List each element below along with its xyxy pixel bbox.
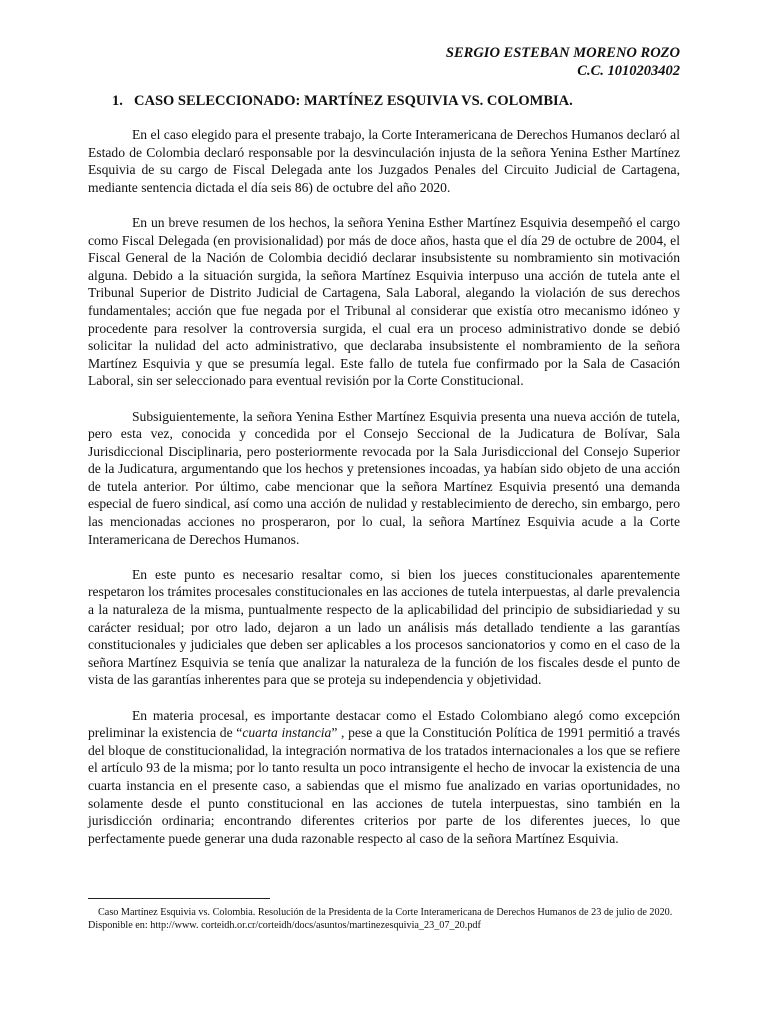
body-text [88, 126, 680, 865]
paragraph-procedural-part-a: En materia procesal, es importante destacar como el Estado Colombiano alegó como excepción preliminar la existencia de “ [88, 707, 680, 741]
author-id: C.C. 1010203402 [577, 63, 680, 79]
footnote [88, 906, 688, 932]
footnote-citation [88, 906, 688, 919]
footnote-citation-text: Caso Martínez Esquivia vs. Colombia. Resolución de la Presidenta de la Corte Interamericana de Derechos Humanos de 23 de julio de 2020. [98, 907, 673, 918]
paragraph-facts: En un breve resumen de los hechos, la señora Yenina Esther Martínez Esquivia desempeñó el cargo como Fiscal Delegada (en provisionalidad) por más de doce años, hasta que el día 29 de octubre de 2004, el Fiscal General de la Nación de Colombia decidió declarar insubsistente su nombramiento sin motivación alguna. Debido a la situación surgida, la señora Martínez Esquivia interpuso una acción de tutela ante el Tribunal Superior de Distrito Judicial de Cartagena, Sala Laboral, alegando la violación de sus derechos fundamentales; acción que fue negada por el Tribunal al considerar que existía otro mecanismo idóneo y procedente para resolver la controversia surgida, el cual era un proceso administrativo donde se debió solicitar la nulidad del acto administrativo, que declaraba insubsistente el nombramiento de la señora Martínez Esquivia y que se presumía legal. Este fallo de tutela fue confirmado por la Sala de Casación Laboral, sin ser seleccionado para eventual revisión por la Corte Constitucional. [88, 214, 680, 389]
paragraph-procedural-part-b: ” , pese a que la Constitución Política de 1991 permitió a través del bloque de constitucionalidad, la integración normativa de los tratados internacionales a los que se refiere el artículo 93 de la misma; por lo tanto resulta un poco intransigente el hecho de invocar la existencia de una cuarta instancia en el presente caso, a sabiendas que el mismo fue analizado en varias oportunidades, no solamente desde el punto constitucional en las acciones de tutela interpuestas, sino también en la jurisdicción ordinaria; encontrando diferentes criterios por parte de los diferentes jueces, lo que perfectamente puede generar una duda razonable respecto al caso de la señora Martínez Esquivia. [88, 725, 681, 846]
footnote-separator [88, 898, 270, 899]
author-name: SERGIO ESTEBAN MORENO ROZO [445, 45, 680, 61]
footnote-url: Disponible en: http://www. corteidh.or.cr/corteidh/docs/asuntos/martinezesquivia_23_07_20.pdf [88, 920, 481, 931]
section-heading [112, 92, 573, 110]
section-number: 1. [112, 93, 123, 109]
cuarta-instancia-term: cuarta instancia [242, 725, 332, 741]
paragraph-second-tutela: Subsiguientemente, la señora Yenina Esther Martínez Esquivia presenta una nueva acción de tutela, pero esta vez, conocida y concedida por el Consejo Seccional de la Judicatura de Bolívar, Sala Jurisdiccional Disciplinaria, pero posteriormente revocada por la Sala Jurisdiccional del Consejo Superior de la Judicatura, argumentando que los hechos y pretensiones incoadas, ya habían sido objeto de una acción de tutela anterior. Por último, cabe mencionar que la señora Martínez Esquivia presentó una demanda especial de fuero sindical, así como una acción de nulidad y restablecimiento de derecho, sin embargo, pero las mencionadas acciones no prosperaron, por lo cual, la señora Martínez Esquivia acude a la Corte Interamericana de Derechos Humanos. [88, 408, 680, 547]
paragraph-constitutional-judges: En este punto es necesario resaltar como, si bien los jueces constitucionales aparentemente respetaron los trámites procesales constitucionales en las acciones de tutela interpuestas, al darle prevalencia a la naturaleza de la misma, puntualmente respecto de la aplicabilidad del principio de subsidiariedad y su carácter residual; por otro lado, dejaron a un lado un análisis más detallado tendiente a las garantías constitucionales y judiciales que deben ser aplicables a los procesos sancionatorios y como en el caso de la señora Martínez Esquivia se tenía que analizar la naturaleza de la función de los fiscales desde el punto de vista de las garantías inherentes para que se proteja su independencia y objetividad. [88, 566, 680, 688]
paragraph-case-summary: En el caso elegido para el presente trabajo, la Corte Interamericana de Derechos Humanos declaró al Estado de Colombia declaró responsable por la desvinculación injusta de la señora Yenina Esther Martínez Esquivia de su cargo de Fiscal Delegada ante los Juzgados Penales del Circuito Judicial de Cartagena, mediante sentencia dictada el día seis 86) de octubre del año 2020. [88, 127, 680, 195]
paragraph-procedural [88, 707, 680, 848]
author-header [446, 44, 680, 80]
section-title: CASO SELECCIONADO: MARTÍNEZ ESQUIVIA VS. COLOMBIA. [134, 93, 573, 109]
